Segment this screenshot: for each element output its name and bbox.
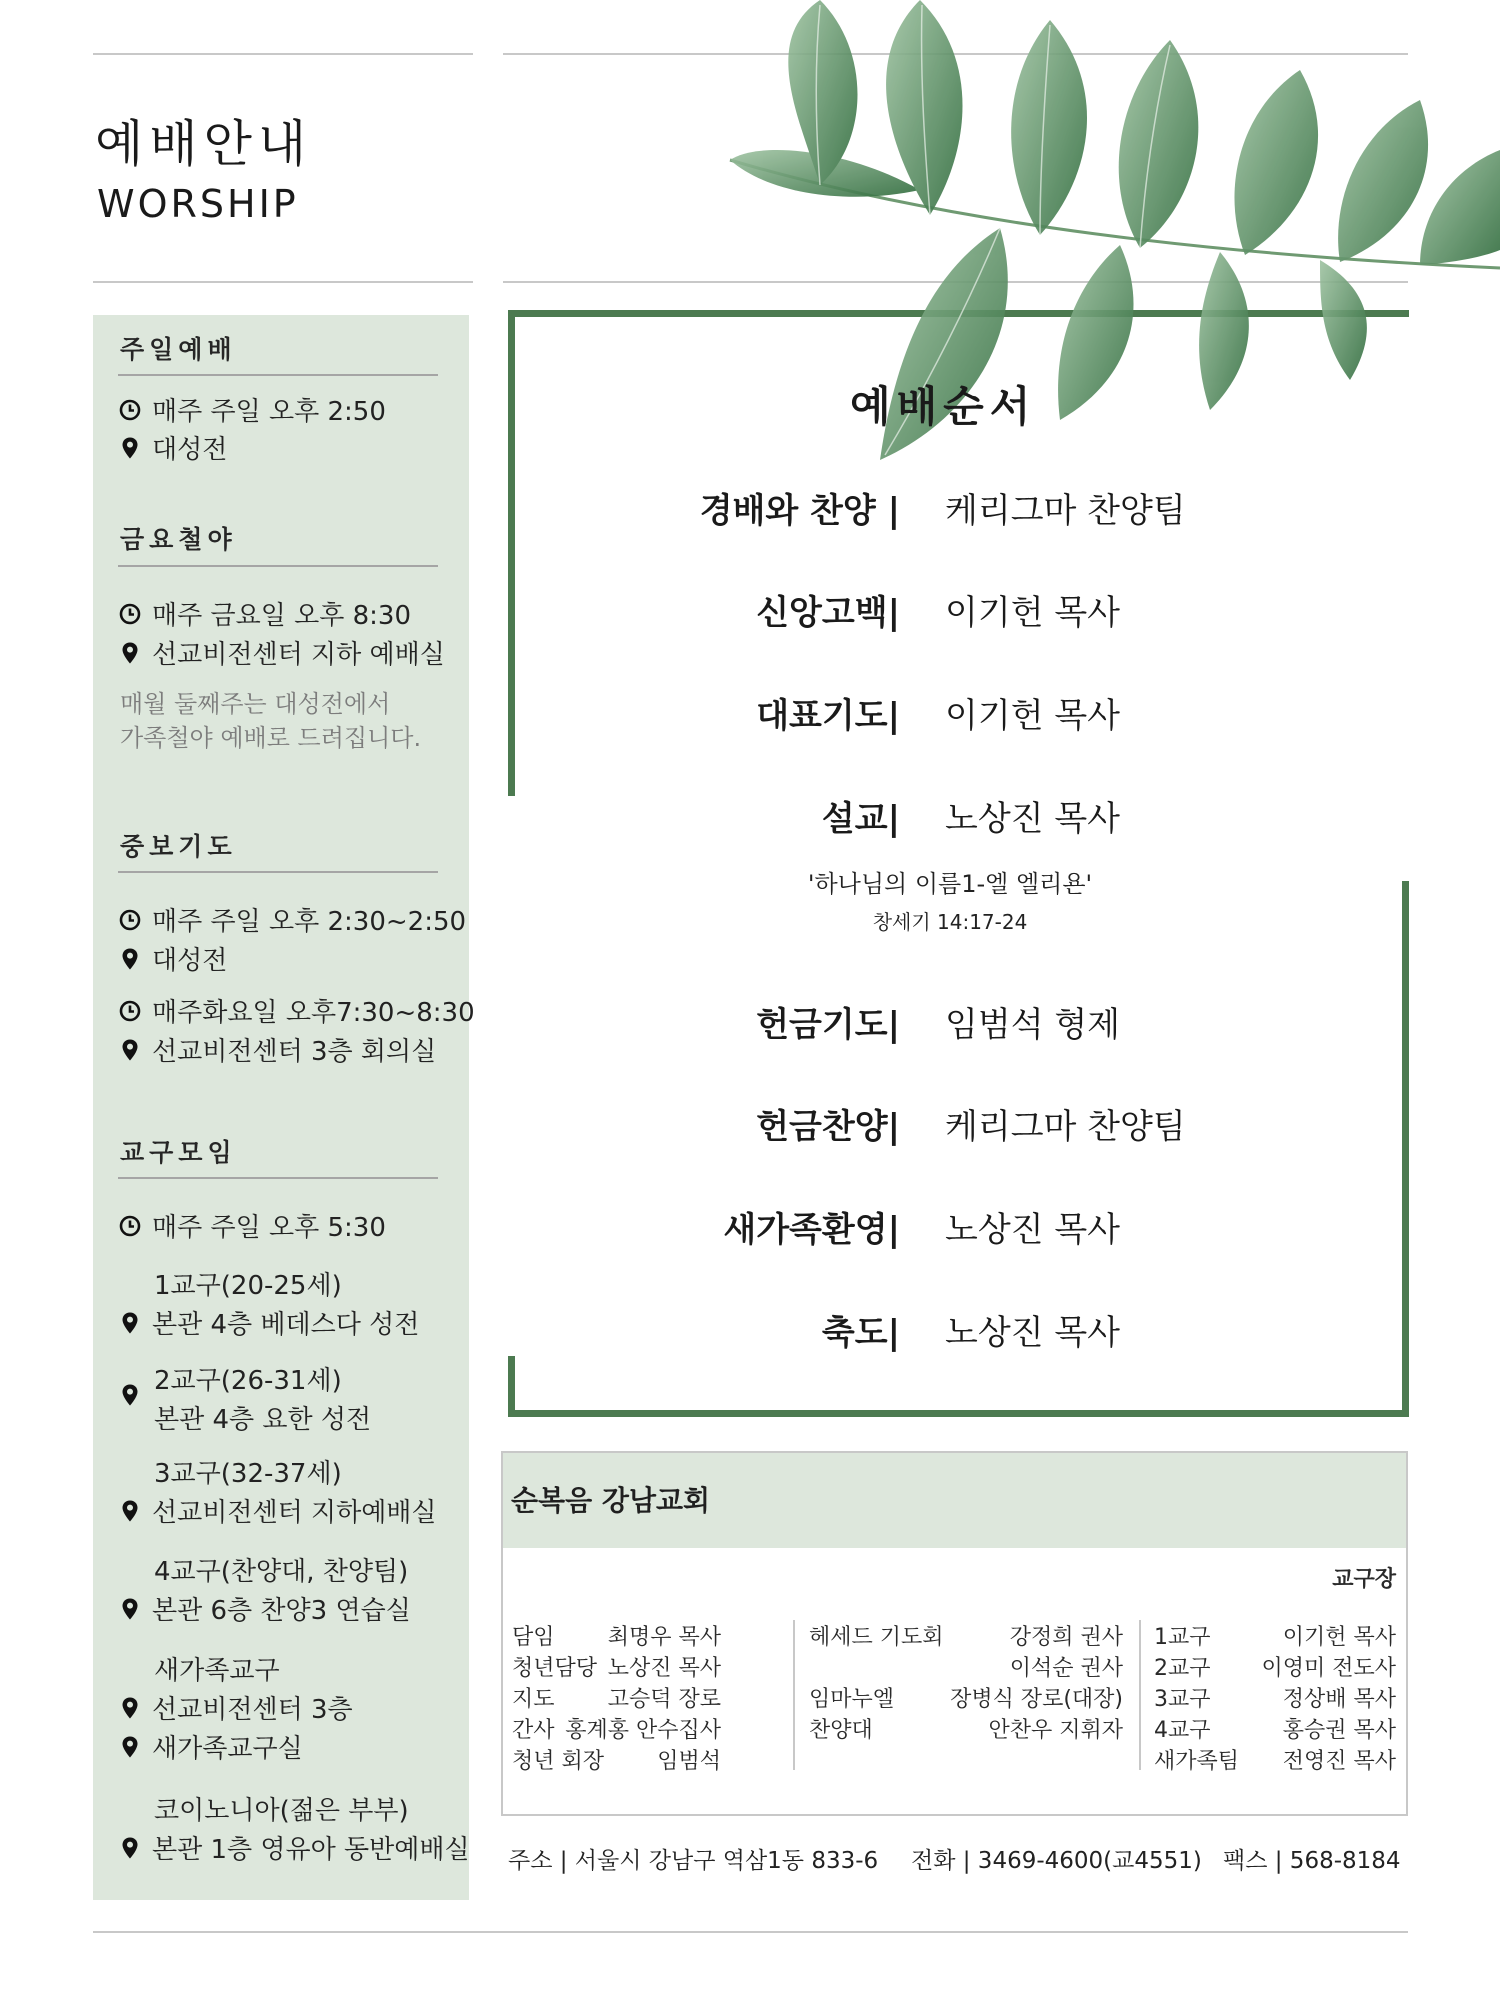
order-item (560, 688, 1260, 738)
group-name: 임마누엘 (809, 1687, 895, 1712)
clock-icon (118, 908, 142, 932)
group-leader: 강정희 권사 (1009, 1625, 1123, 1650)
order-item (560, 1305, 1260, 1355)
order-name: 임범석 형제 (945, 1005, 1121, 1045)
location-pin-icon (118, 641, 142, 665)
clock-icon (118, 602, 142, 626)
order-name: 노상진 목사 (945, 1313, 1121, 1353)
staff-name: 임범석 (657, 1749, 721, 1774)
staff-name: 홍계홍 안수집사 (565, 1718, 721, 1743)
district-head: 이영미 전도사 (1261, 1656, 1396, 1681)
order-item (560, 585, 1260, 635)
district-head: 홍승권 목사 (1282, 1718, 1396, 1743)
district-time: 매주 주일 오후 5:30 (118, 1207, 386, 1244)
order-item (560, 1099, 1260, 1149)
district-label: 2교구 (1154, 1656, 1211, 1681)
group-leader: 안찬우 지휘자 (988, 1718, 1123, 1743)
sermon-scripture: 창세기 14:17-24 (872, 910, 1028, 934)
location-pin-icon (118, 436, 142, 460)
friday-place: 선교비전센터 지하 예배실 (118, 634, 445, 671)
top-rule-left (93, 53, 473, 55)
order-frame-left-upper (508, 310, 515, 796)
location-pin-icon (118, 1836, 142, 1860)
group-leader: 장병식 장로(대장) (950, 1687, 1123, 1712)
staff-role: 청년 회장 (512, 1749, 605, 1774)
district-4-place: 본관 6층 찬양3 연습실 (118, 1590, 411, 1627)
district-4-name: 4교구(찬양대, 찬양팀) (154, 1557, 409, 1587)
section-title-district: 교구모임 (120, 1138, 237, 1167)
column-divider (1139, 1620, 1141, 1770)
group-leader: 이석순 권사 (1009, 1656, 1123, 1681)
footer-fax: 팩스 | 568-8184 (1223, 1848, 1401, 1874)
location-pin-icon (118, 1735, 142, 1759)
section-title-sunday: 주일예배 (120, 335, 237, 364)
order-role: 신앙고백| (756, 593, 900, 633)
order-role: 대표기도| (756, 696, 900, 736)
footer-phone: 전화 | 3469-4600(교4551) (911, 1848, 1202, 1874)
header-rule-left (93, 281, 473, 283)
order-name: 케리그마 찬양팀 (945, 491, 1186, 531)
staff-name: 고승덕 장로 (607, 1687, 721, 1712)
clock-icon (118, 999, 142, 1023)
section-rule (118, 871, 438, 873)
location-pin-icon (118, 1499, 142, 1523)
prayer-place-2: 선교비전센터 3층 회의실 (118, 1031, 436, 1068)
order-role: 새가족환영| (723, 1210, 900, 1250)
location-pin-icon (118, 1038, 142, 1062)
section-rule (118, 1177, 438, 1179)
church-header (503, 1453, 1406, 1548)
district-1-name: 1교구(20-25세) (154, 1271, 342, 1301)
staff-role: 간사 (512, 1718, 555, 1743)
district-3-name: 3교구(32-37세) (154, 1459, 342, 1489)
order-name: 이기헌 목사 (945, 696, 1121, 736)
district-head-label: 교구장 (1332, 1567, 1396, 1592)
order-role: 헌금기도| (756, 1005, 900, 1045)
district-head: 이기헌 목사 (1282, 1625, 1396, 1650)
order-role: 경배와 찬양 | (699, 491, 900, 531)
prayer-place-1: 대성전 (118, 940, 227, 977)
order-role: 헌금찬양| (756, 1107, 900, 1147)
leaf-branch-illustration (700, 0, 1500, 470)
location-pin-icon (118, 1383, 142, 1407)
district-6-place: 본관 1층 영유아 동반예배실 (118, 1829, 470, 1866)
district-head: 전영진 목사 (1282, 1749, 1396, 1774)
section-rule (118, 565, 438, 567)
friday-note-line2: 가족철야 예배로 드려집니다. (120, 724, 422, 752)
location-pin-icon (118, 947, 142, 971)
order-item (560, 997, 1260, 1047)
district-5-place-2: 새가족교구실 (118, 1728, 303, 1765)
sunday-time: 매주 주일 오후 2:50 (118, 391, 386, 428)
group-name: 헤세드 기도회 (809, 1625, 944, 1650)
sermon-title: '하나님의 이름1-엘 엘리욘' (807, 870, 1093, 898)
order-item (560, 1202, 1260, 1252)
section-title-friday: 금요철야 (120, 525, 237, 554)
district-5-name: 새가족교구 (154, 1656, 280, 1686)
order-name: 노상진 목사 (945, 1210, 1121, 1250)
district-label: 3교구 (1154, 1687, 1211, 1712)
prayer-time-2: 매주화요일 오후7:30~8:30 (118, 992, 475, 1029)
column-divider (793, 1620, 795, 1770)
district-2-name: 2교구(26-31세) (154, 1366, 342, 1396)
church-name: 순복음 강남교회 (511, 1484, 711, 1517)
order-item (560, 483, 1260, 533)
district-6-name: 코이노니아(젊은 부부) (154, 1796, 409, 1826)
section-title-prayer: 중보기도 (120, 832, 237, 861)
order-frame-bottom (508, 1410, 1409, 1417)
staff-name: 노상진 목사 (607, 1656, 721, 1681)
staff-name: 최명우 목사 (607, 1625, 721, 1650)
worship-schedule-sidebar (93, 315, 475, 1900)
location-pin-icon (118, 1696, 142, 1720)
district-3-place: 선교비전센터 지하예배실 (118, 1492, 437, 1529)
footer-address: 주소 | 서울시 강남구 역삼1동 833-6 (508, 1848, 879, 1874)
order-title: 예배순서 (850, 382, 1037, 431)
district-1-place: 본관 4층 베데스다 성전 (118, 1304, 419, 1341)
group-name: 찬양대 (809, 1718, 873, 1743)
order-frame-right (1402, 881, 1409, 1417)
district-5-place-1: 선교비전센터 3층 (118, 1689, 353, 1726)
district-label: 새가족팀 (1154, 1749, 1240, 1774)
clock-icon (118, 1214, 142, 1238)
order-role: 설교| (821, 799, 900, 839)
friday-note-line1: 매월 둘째주는 대성전에서 (120, 690, 391, 718)
clock-icon (118, 398, 142, 422)
section-rule (118, 374, 438, 376)
district-2-place: 본관 4층 요한 성전 (154, 1405, 372, 1435)
friday-time: 매주 금요일 오후 8:30 (118, 595, 411, 632)
page-title: 예배안내 (95, 115, 313, 173)
sunday-place: 대성전 (118, 429, 227, 466)
page-subtitle: WORSHIP (97, 182, 299, 226)
order-item (560, 791, 1260, 841)
staff-role: 청년담당 (512, 1656, 598, 1681)
district-label: 4교구 (1154, 1718, 1211, 1743)
prayer-time-1: 매주 주일 오후 2:30~2:50 (118, 901, 466, 938)
staff-role: 담임 (512, 1625, 555, 1650)
order-role: 축도| (821, 1313, 900, 1353)
location-pin-icon (118, 1311, 142, 1335)
order-name: 노상진 목사 (945, 799, 1121, 839)
order-name: 이기헌 목사 (945, 593, 1121, 633)
order-frame-left-lower (508, 1356, 515, 1417)
district-label: 1교구 (1154, 1625, 1211, 1650)
order-name: 케리그마 찬양팀 (945, 1107, 1186, 1147)
location-pin-icon (118, 1597, 142, 1621)
staff-role: 지도 (512, 1687, 555, 1712)
district-head: 정상배 목사 (1282, 1687, 1396, 1712)
church-staff-box (501, 1451, 1408, 1816)
bottom-rule (93, 1931, 1408, 1933)
